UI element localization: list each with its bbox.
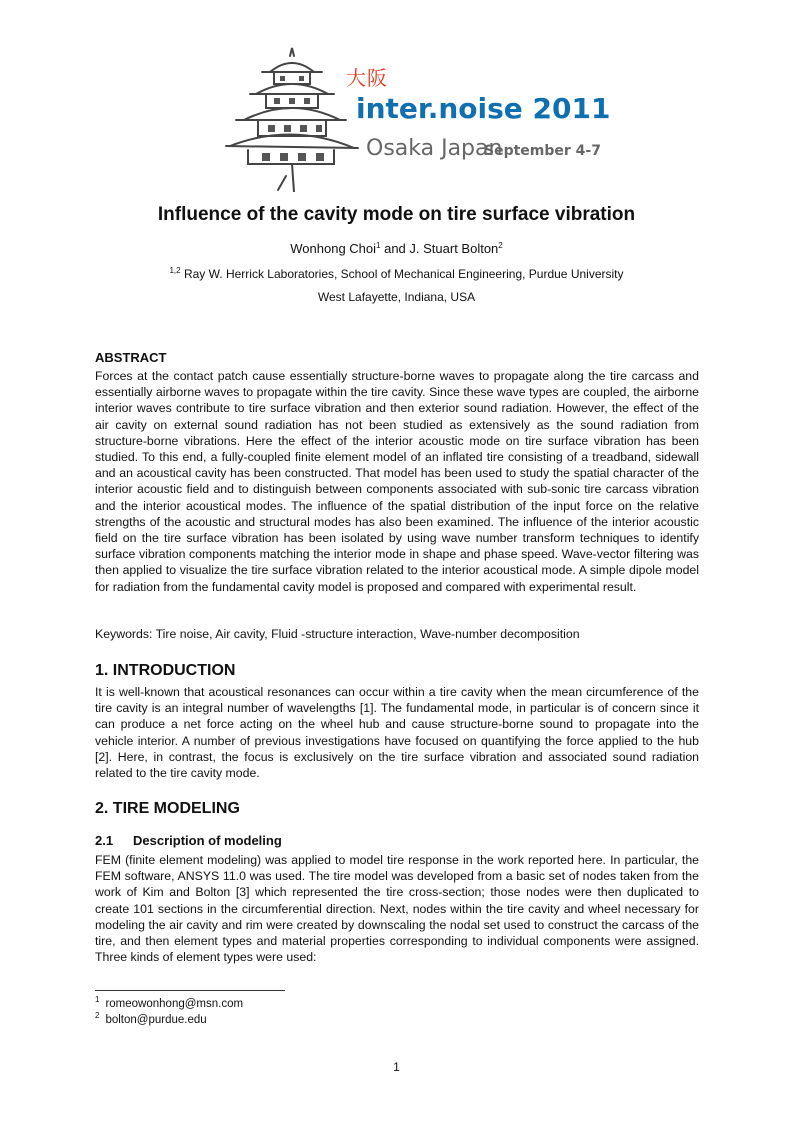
abstract-text: Forces at the contact patch cause essentially structure-borne waves to propagate along the tire carcass and essentially airborne waves to propagate within the tire cavity. Since these wave types are coupled, the airborne interior waves contribute to tire surface vibration and then exterior sound radiation. However, the effect of the air cavity on external sound radiation has not been studied as extensively as the sound radiation from structure-borne vibrations. Here the effect of the interior acoustic mode on tire surface vibration has been studied. To this end, a fully-coupled finite element model of an inflated tire consisting of a treadband, sidewall and an acoustical cavity has been constructed. That model has been used to study the spatial character of the interior acoustic field and to distinguish between components associated with sub-sonic tire carcass vibration and the interior acoustical modes. The influence of the spatial distribution of the input force on the relative strengths of the acoustic and structural modes has also been examined. The influence of the interior acoustic field on the tire surface vibration has been isolated by using wave number transform techniques to identify surface vibration components matching the interior mode in shape and phase speed. Wave-vector filtering was then applied to visualize the tire surface vibration related to the interior acoustical mode. A simple dipole model for radiation from the fundamental cavity model is proposed and compared with experimental result. [95,369,699,594]
footnote-1 [95,995,243,1010]
subsection-2-1-heading [95,833,282,848]
paper-title: Influence of the cavity mode on tire surface vibration [157,204,636,225]
footnote-2-text: bolton@purdue.edu [105,1014,207,1026]
affiliation-marks: 1,2 [169,266,181,275]
subsection-number: 2.1 [95,833,114,848]
author-line [0,241,793,256]
footnote-2 [95,1011,207,1026]
affiliation-location: West Lafayette, Indiana, USA [317,290,476,304]
author-1: Wonhong Choi [290,241,377,256]
logo-conference-name: inter.noise 2011 [356,92,611,125]
footnote-2-mark: 2 [95,1011,100,1020]
author-2: and J. Stuart Bolton [380,241,499,256]
logo-kanji: 大阪 [346,66,388,90]
section-2-1-text: FEM (finite element modeling) was applied to model tire response in the work reported here. In particular, the FEM software, ANSYS 11.0 was used. The tire model was developed from a basic set of nodes taken from the work of Kim and Bolton [3] which represented the tire cross-section; those nodes were then duplicated to create 101 sections in the circumferential direction. Next, nodes within the tire cavity and wheel necessary for modeling the air cavity and rim were created by downscaling the nodal set used to construct the carcass of the tire, and then element types and material properties corresponding to individual components were assigned. Three kinds of element types were used: [95,853,699,965]
subsection-title: Description of modeling [133,833,282,848]
footnote-1-mark: 1 [95,995,100,1004]
affiliation [0,266,793,281]
logo-dates: September 4-7 [484,143,601,159]
author-2-mark: 2 [498,241,503,250]
logo-city: Osaka Japan [366,136,503,161]
footnote-rule [95,990,285,991]
section-2-heading: 2. TIRE MODELING [95,800,240,817]
author-1-mark: 1 [376,241,381,250]
affiliation-text: Ray W. Herrick Laboratories, School of Mechanical Engineering, Purdue University [183,267,624,281]
section-1-heading: 1. INTRODUCTION [95,662,236,679]
keywords: Keywords: Tire noise, Air cavity, Fluid -structure interaction, Wave-number decomposition [95,627,580,641]
abstract-heading: ABSTRACT [95,350,167,365]
page-number: 1 [393,1060,400,1074]
section-1-text: It is well-known that acoustical resonances can occur within a tire cavity when the mean circumference of the tire cavity is an integral number of wavelengths [1]. The fundamental mode, in particular is of concern since it can produce a net force acting on the wheel hub and cause structure-borne sound to propagate into the vehicle interior. A number of previous investigations have focused on quantifying the force applied to the hub [2]. Here, in contrast, the focus is exclusively on the tire surface vibration and associated sound radiation related to the tire cavity mode. [95,685,699,781]
footnote-1-text: romeowonhong@msn.com [105,998,244,1010]
osaka-castle-icon [222,46,362,192]
